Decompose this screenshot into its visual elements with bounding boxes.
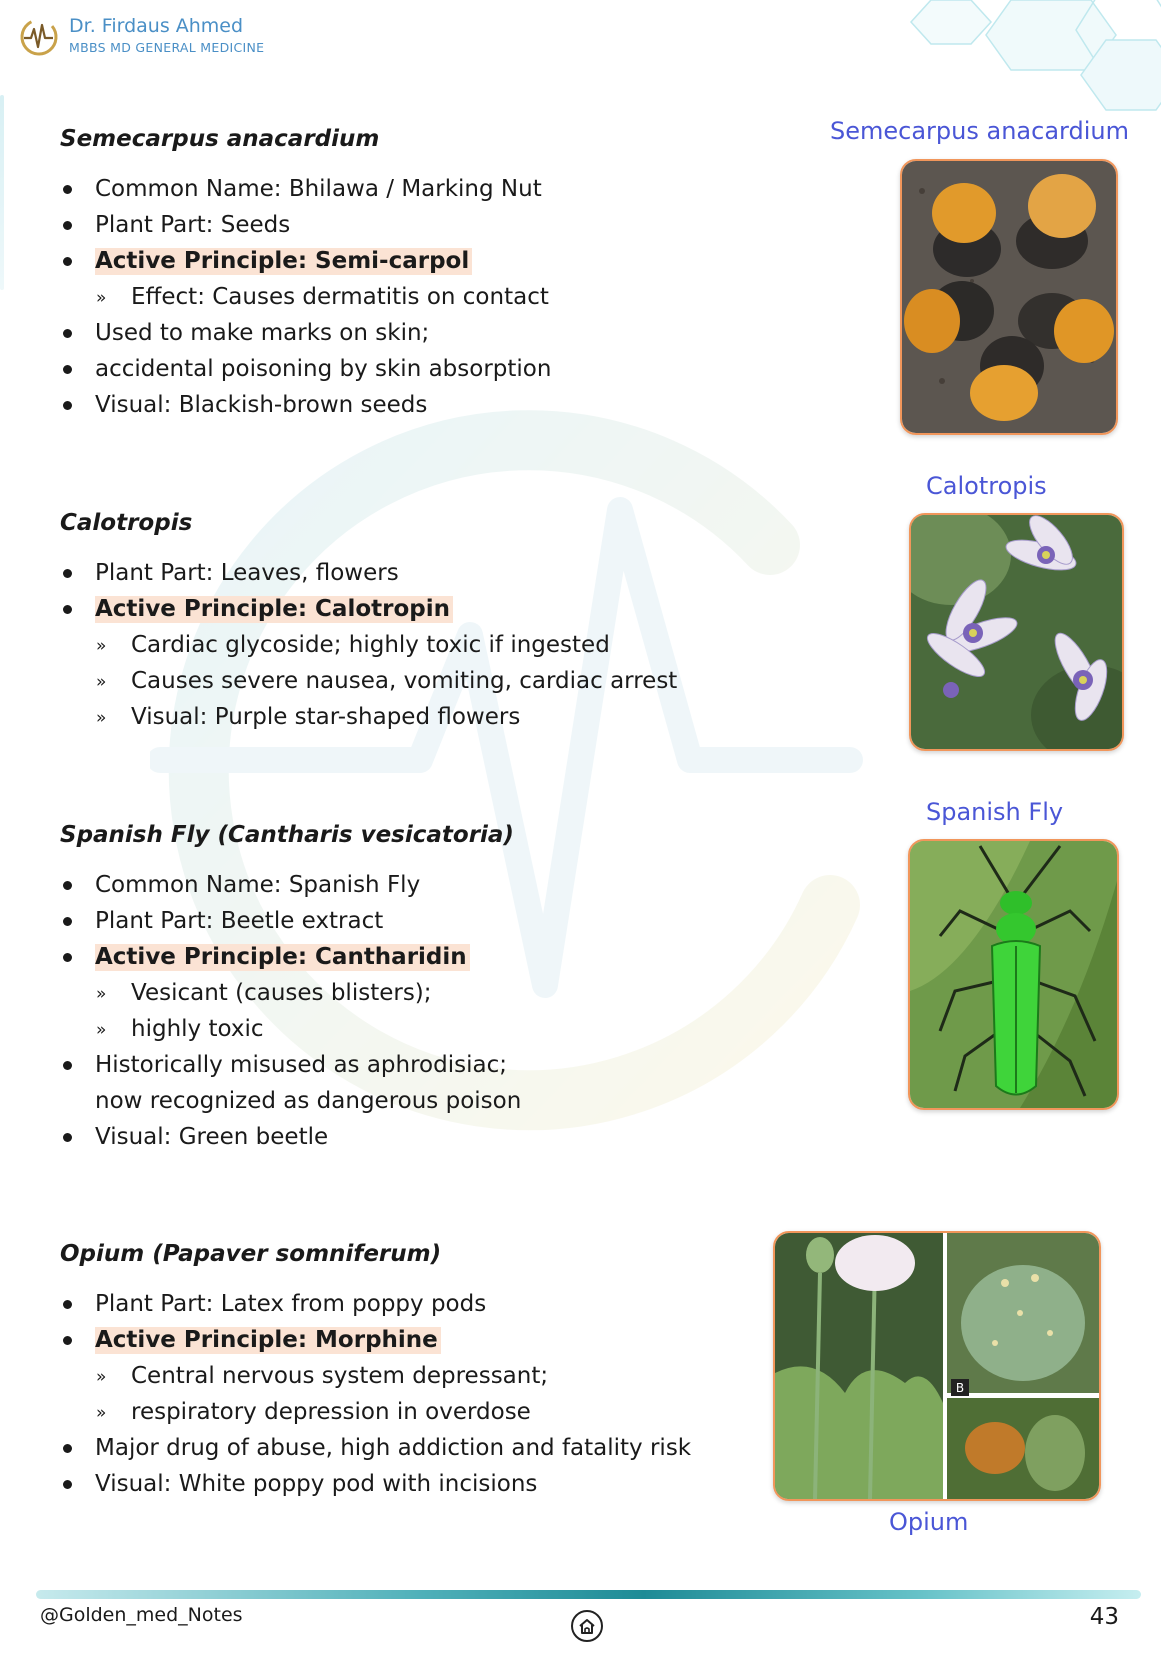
section-title-semecarpus: Semecarpus anacardium	[60, 126, 380, 152]
hexagon-decoration	[901, 0, 1161, 115]
sub-list-item: » Visual: Purple star-shaped flowers	[60, 699, 677, 735]
list-item	[60, 243, 551, 279]
active-principle-highlight: Active Principle: Morphine	[95, 1327, 441, 1354]
list-item: Common Name: Bhilawa / Marking Nut	[60, 171, 551, 207]
opium-poppy-image	[773, 1231, 1101, 1501]
list-item: Visual: Blackish-brown seeds	[60, 387, 551, 423]
list-item: Major drug of abuse, high addiction and fatality risk	[60, 1430, 691, 1466]
footer-handle: @Golden_med_Notes	[40, 1604, 243, 1626]
sub-list-item: » Causes severe nausea, vomiting, cardiac arrest	[60, 663, 677, 699]
footer-bar	[36, 1590, 1141, 1599]
list-item: Plant Part: Latex from poppy pods	[60, 1286, 691, 1322]
list-item-continuation: now recognized as dangerous poison	[95, 1088, 522, 1114]
sub-list-item: » Central nervous system depressant;	[60, 1358, 691, 1394]
list-item: Plant Part: Beetle extract	[60, 903, 521, 939]
spanish-fly-beetle-image	[908, 839, 1119, 1110]
sub-list-item: » Cardiac glycoside; highly toxic if ingested	[60, 627, 677, 663]
page-number: 43	[1089, 1604, 1119, 1630]
sub-list-item: » highly toxic	[60, 1011, 521, 1047]
sub-list-item: » Vesicant (causes blisters);	[60, 975, 521, 1011]
list-item	[60, 1322, 691, 1358]
active-principle-highlight: Active Principle: Cantharidin	[95, 944, 470, 971]
figure-caption-opium: Opium	[889, 1508, 969, 1536]
calotropis-list	[60, 555, 677, 735]
list-item	[60, 939, 521, 975]
active-principle-highlight: Active Principle: Calotropin	[95, 596, 453, 623]
active-principle-highlight: Active Principle: Semi-carpol	[95, 248, 472, 275]
left-edge-accent	[0, 95, 4, 290]
sub-list-item: » Effect: Causes dermatitis on contact	[60, 279, 551, 315]
section-title-opium: Opium (Papaver somniferum)	[60, 1241, 442, 1267]
list-item: Visual: Green beetle	[60, 1119, 521, 1155]
semecarpus-seeds-image	[900, 159, 1118, 435]
list-item	[60, 591, 677, 627]
home-icon	[573, 1612, 601, 1640]
section-title-calotropis: Calotropis	[60, 510, 193, 536]
author-credentials: MBBS MD GENERAL MEDICINE	[69, 40, 265, 55]
list-item: Plant Part: Seeds	[60, 207, 551, 243]
list-item: accidental poisoning by skin absorption	[60, 351, 551, 387]
ecg-logo-icon	[18, 16, 60, 58]
calotropis-flowers-image	[909, 513, 1124, 751]
opium-list	[60, 1286, 691, 1502]
figure-caption-spanish-fly: Spanish Fly	[926, 798, 1064, 826]
list-item: Historically misused as aphrodisiac;	[60, 1047, 521, 1083]
figure-caption-calotropis: Calotropis	[926, 472, 1047, 500]
spanish-fly-list	[60, 867, 521, 1155]
section-title-spanish-fly: Spanish Fly (Cantharis vesicatoria)	[60, 822, 514, 848]
list-item: Common Name: Spanish Fly	[60, 867, 521, 903]
semecarpus-list	[60, 171, 551, 423]
figure-panel-label: B	[955, 1381, 965, 1395]
list-item: Plant Part: Leaves, flowers	[60, 555, 677, 591]
list-item: Used to make marks on skin;	[60, 315, 551, 351]
home-button[interactable]	[571, 1610, 603, 1642]
sub-list-item: » respiratory depression in overdose	[60, 1394, 691, 1430]
figure-caption-semecarpus: Semecarpus anacardium	[830, 117, 1129, 145]
author-name: Dr. Firdaus Ahmed	[69, 15, 244, 37]
list-item: Visual: White poppy pod with incisions	[60, 1466, 691, 1502]
